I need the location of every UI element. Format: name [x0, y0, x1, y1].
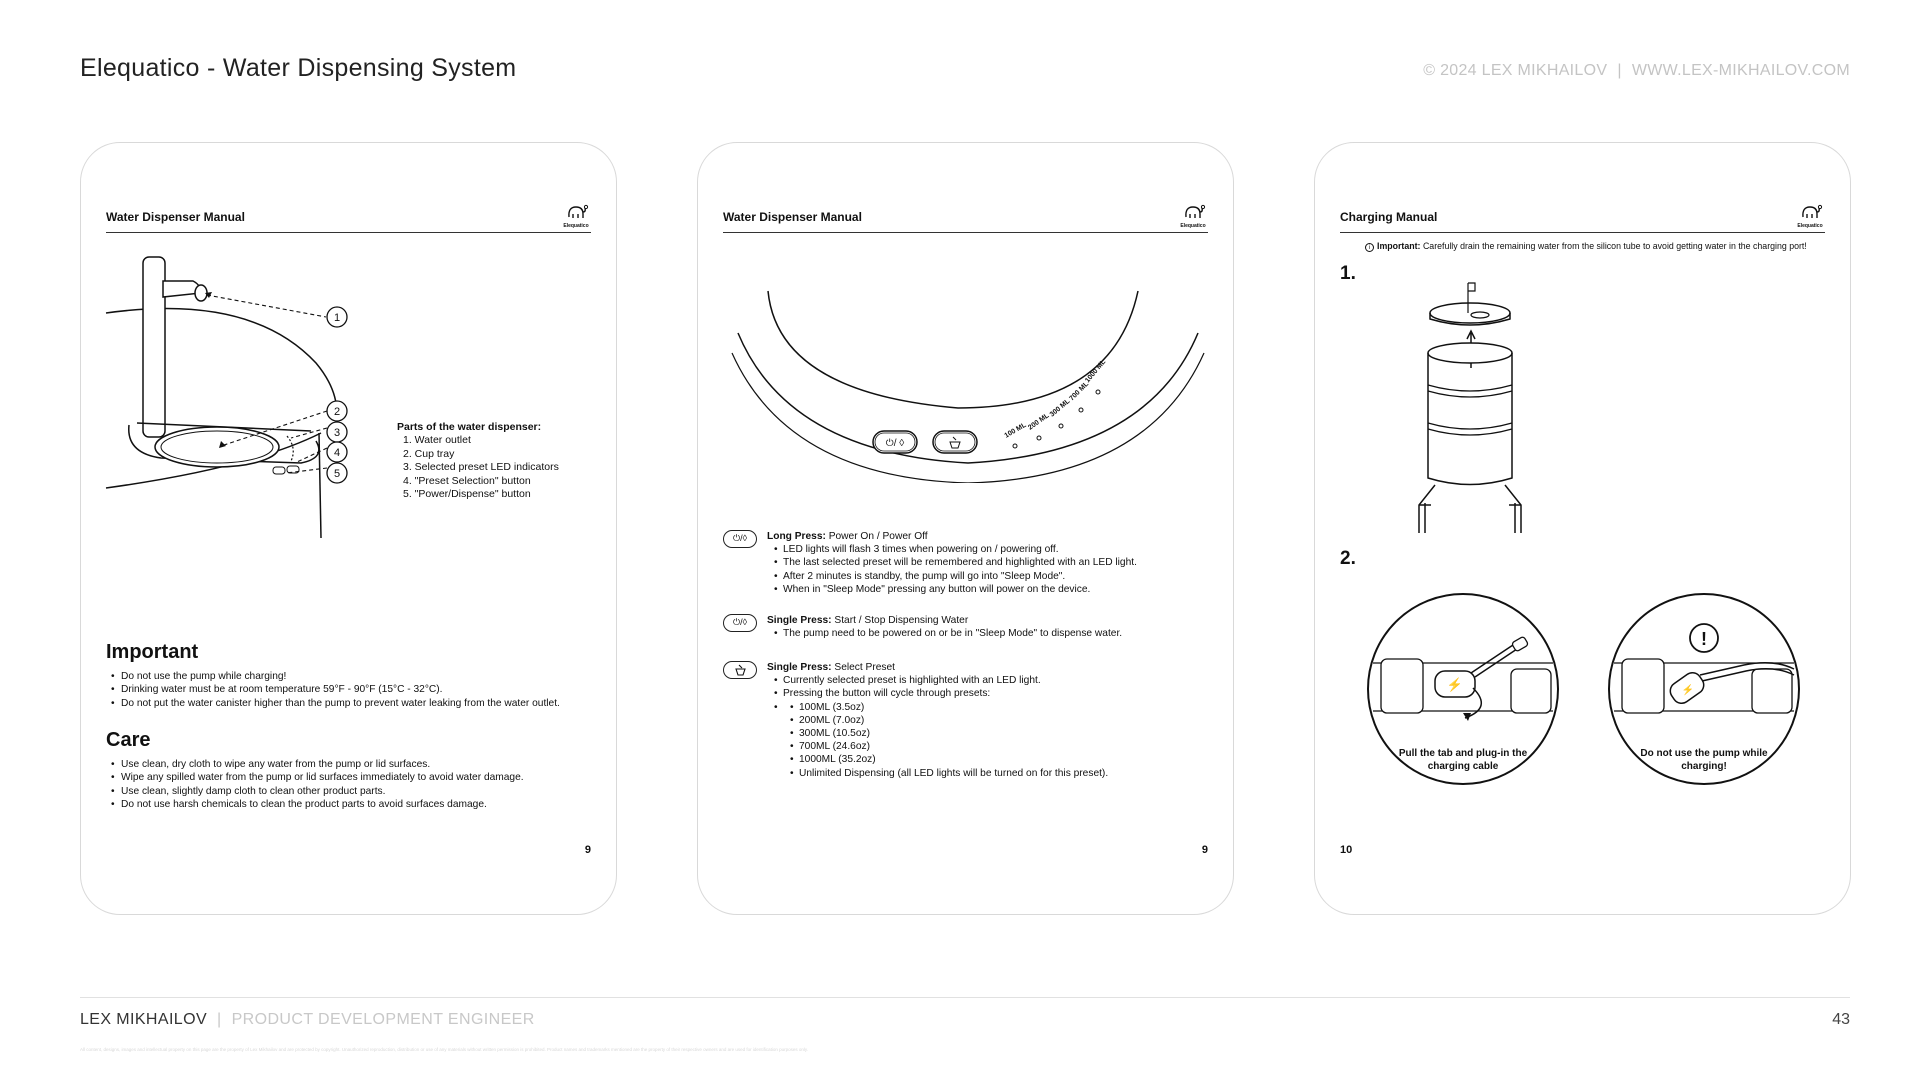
care-list	[121, 758, 524, 812]
control-label: Single Press:	[767, 662, 832, 673]
control-detail: • After 2 minutes is standby, the pump will go into "Sleep Mode".	[783, 570, 1187, 583]
author-name: LEX MIKHAILOV	[80, 1011, 208, 1028]
callout-1: 1	[333, 312, 341, 324]
important-item: • Do not use the pump while charging!	[121, 670, 560, 683]
footer-divider	[80, 997, 1850, 998]
control-detail: • The last selected preset will be remembered and highlighted with an LED light.	[783, 556, 1187, 569]
preset-option: • Unlimited Dispensing (all LED lights will be turned on for this preset).	[799, 767, 1187, 780]
card-header	[1340, 203, 1825, 233]
control-action: Start / Stop Dispensing Water	[834, 615, 969, 626]
preset-option: • 1000ML (35.2oz)	[799, 753, 1187, 766]
manual-page-charging	[1314, 142, 1851, 915]
warning-icon: !	[1701, 629, 1707, 649]
control-detail: • The pump need to be powered on or be in "Sleep Mode" to dispense water.	[783, 627, 1187, 640]
control-detail: • Pressing the button will cycle through presets:	[783, 687, 1187, 700]
parts-item: 1. Water outlet	[403, 434, 471, 447]
logo-brand-text: Elequatico	[563, 223, 589, 229]
parts-list	[397, 421, 559, 501]
charging-important-note	[1365, 241, 1807, 252]
elephant-logo-icon	[561, 203, 591, 229]
control-action: Power On / Power Off	[828, 531, 928, 542]
footer-credit	[80, 1011, 535, 1029]
important-list	[121, 670, 560, 710]
preset-selection-button-icon	[723, 661, 757, 679]
care-item: • Use clean, slightly damp cloth to clean other product parts.	[121, 785, 524, 798]
card-header	[723, 203, 1208, 233]
control-panel-illustration	[718, 283, 1218, 483]
control-detail: • When in "Sleep Mode" pressing any button will power on the device.	[783, 583, 1187, 596]
control-detail: • LED lights will flash 3 times when powering on / powering off.	[783, 543, 1187, 556]
preset-option: • • 100ML (3.5oz)	[799, 701, 1187, 714]
control-action: Select Preset	[834, 662, 895, 673]
author-role: PRODUCT DEVELOPMENT ENGINEER	[231, 1011, 535, 1028]
dial-label-700: 700 ML	[1068, 380, 1091, 403]
parts-item: 5. "Power/Dispense" button	[403, 488, 531, 501]
care-item: • Wipe any spilled water from the pump or lid surfaces immediately to avoid water damage.	[121, 771, 524, 784]
power-dispense-button-icon: ⏻/◊	[723, 530, 757, 548]
important-item: • Do not put the water canister higher than the pump to prevent water leaking from the water outlet.	[121, 697, 560, 710]
page-number: 9	[584, 844, 591, 856]
control-label: Single Press:	[767, 615, 832, 626]
copyright-separator: |	[1617, 62, 1622, 79]
care-item: • Do not use harsh chemicals to clean the product parts to avoid surfaces damage.	[121, 798, 524, 811]
step-1-label: 1.	[1340, 263, 1356, 284]
footer-separator: |	[217, 1011, 222, 1028]
logo-brand-text: Elequatico	[1180, 223, 1206, 229]
preset-option: • 300ML (10.5oz)	[799, 727, 1187, 740]
caption-plug-in: Pull the tab and plug-in the charging cable	[1398, 748, 1528, 772]
callout-4: 4	[333, 447, 341, 459]
dial-label-1000: 1000 ML	[1084, 358, 1108, 385]
info-icon: i	[1365, 243, 1374, 252]
dial-label-100: 100 ML	[1003, 421, 1028, 440]
step-2-label: 2.	[1340, 548, 1356, 569]
page-number: 9	[1201, 844, 1208, 856]
care-item: • Use clean, dry cloth to wipe any water from the pump or lid surfaces.	[121, 758, 524, 771]
page-number: 10	[1340, 844, 1353, 856]
parts-item: 3. Selected preset LED indicators	[403, 461, 559, 474]
important-item: • Drinking water must be at room temperature 59°F - 90°F (15°C - 32°C).	[121, 683, 560, 696]
card-header-title: Water Dispenser Manual	[723, 210, 862, 224]
card-header	[106, 203, 591, 233]
important-heading: Important	[106, 641, 199, 663]
logo-brand-text: Elequatico	[1797, 223, 1823, 229]
website-link[interactable]: WWW.LEX-MIKHAILOV.COM	[1631, 62, 1850, 79]
elephant-logo-icon	[1178, 203, 1208, 229]
preset-option: • 700ML (24.6oz)	[799, 740, 1187, 753]
control-detail: • Currently selected preset is highlighted with an LED light.	[783, 674, 1187, 687]
elephant-logo-icon	[1795, 203, 1825, 229]
slide-title: Elequatico - Water Dispensing System	[80, 54, 517, 82]
parts-item: 4. "Preset Selection" button	[403, 474, 531, 487]
callout-5: 5	[333, 468, 341, 480]
dial-label-200: 200 ML	[1027, 412, 1051, 432]
legal-fine-print: All content, designs, images and intellectual property on this page are the property of Lex Mikhailov and are protected by copyright. Unauthorized reproduction, distribution or use of any materials without written permission is prohibited. Product names and trademarks mentioned are the property of their respective owners and are used for identification purposes only.	[80, 1047, 809, 1052]
parts-item: 2. Cup tray	[403, 447, 455, 460]
card-header-title: Water Dispenser Manual	[106, 210, 245, 224]
svg-text:⚡: ⚡	[1681, 685, 1695, 696]
callout-2: 2	[333, 406, 341, 418]
note-label: Important:	[1377, 241, 1421, 251]
dial-label-300: 300 ML	[1048, 397, 1072, 419]
dispenser-illustration	[101, 253, 401, 553]
copyright-line	[1423, 62, 1850, 80]
preset-option: • 200ML (7.0oz)	[799, 714, 1187, 727]
parts-title: Parts of the water dispenser:	[397, 421, 542, 433]
power-dispense-button-icon: ⏻/ ◊	[885, 438, 905, 449]
power-dispense-button-icon: ⏻/◊	[723, 614, 757, 632]
note-text: Carefully drain the remaining water from the silicon tube to avoid getting water in the charging port!	[1422, 241, 1807, 251]
slide-page-number: 43	[1832, 1011, 1850, 1028]
canister-lift-illustration	[1405, 273, 1535, 533]
caption-warning: Do not use the pump while charging!	[1640, 748, 1768, 772]
manual-page-parts	[80, 142, 617, 915]
svg-text:⚡: ⚡	[1446, 677, 1464, 692]
control-label: Long Press:	[767, 531, 826, 542]
manual-page-controls	[697, 142, 1234, 915]
callout-3: 3	[333, 427, 341, 439]
copyright-text: © 2024 LEX MIKHAILOV	[1423, 62, 1608, 79]
card-header-title: Charging Manual	[1340, 210, 1438, 224]
care-heading: Care	[106, 729, 151, 751]
